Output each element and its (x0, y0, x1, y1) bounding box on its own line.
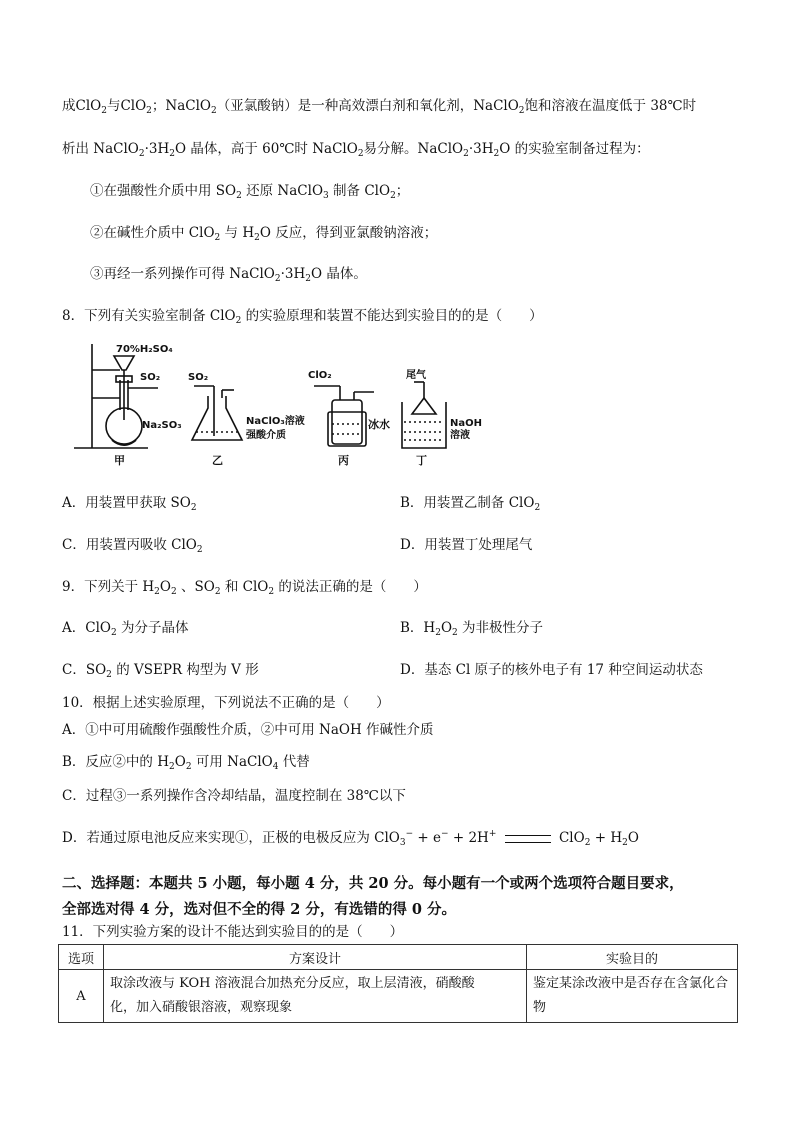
step-3: ③再经一系列操作可得 $NaClO_2\cdot 3H_2O$ 晶体。 (90, 266, 367, 284)
q9-stem: 9．下列关于 $H_2O_2$ 、$SO_2$ 和 ClO$_2$ 的说法正确的是（ ） (62, 579, 427, 597)
jia-reagent-label: 70%H₂SO₄ (116, 344, 173, 355)
yi-solution-label: NaClO₃溶液 (246, 416, 305, 427)
q9-option-c: C．$SO_2$ 的 VSEPR 构型为 V 形 (62, 662, 259, 680)
bing-bath-label: 冰水 (368, 418, 390, 431)
q8-option-d: D．用装置丁处理尾气 (400, 537, 533, 553)
apparatus-figure (62, 340, 502, 472)
q9-option-a: A．ClO$_2$ 为分子晶体 (62, 620, 189, 638)
bing-name: 丙 (338, 454, 349, 467)
apparatus-ding (402, 382, 446, 448)
table-row (59, 970, 738, 1023)
yi-name: 乙 (212, 454, 223, 467)
ding-solution-label: NaOH (450, 418, 482, 429)
q8-stem: 8．下列有关实验室制备 ClO$_2$ 的实验原理和装置不能达到实验目的的是（ ） (62, 308, 543, 326)
q11-table (58, 944, 738, 1023)
apparatus-bing (314, 386, 374, 446)
q10-option-d: D．若通过原电池反应来实现①，正极的电极反应为 ClO$_3$− + e− + 2H+ $ClO_2 + H_2O$ (62, 829, 639, 848)
q10-stem: 10．根据上述实验原理，下列说法不正确的是（ ） (62, 695, 390, 711)
apparatus-jia (74, 344, 161, 448)
ding-gas-label: 尾气 (406, 370, 426, 381)
intro-line-2: 析出 $NaClO_2\cdot 3H_2O$ 晶体，高于 60℃时 NaClO$_2$易分解。$NaClO_2\cdot 3H_2O$ 的实验室制备过程为： (62, 141, 650, 159)
apparatus-yi (192, 386, 242, 440)
header-purpose: 实验目的 (527, 945, 738, 970)
header-design: 方案设计 (104, 945, 527, 970)
reaction-equals-sign (505, 835, 551, 843)
row-design: 取涂改液与 KOH 溶液混合加热充分反应，取上层清液，硝酸酸 化，加入硝酸银溶液，观察现象 (104, 970, 527, 1023)
section-2-heading-2: 全部选对得 4 分，选对但不全的得 2 分，有选错的得 0 分。 (62, 901, 457, 918)
q9-option-b: B．$H_2O_2$ 为非极性分子 (400, 620, 544, 638)
q10-option-c: C．过程③一系列操作含冷却结晶，温度控制在 38℃以下 (62, 788, 406, 804)
yi-gas-label: SO₂ (188, 372, 209, 383)
q11-stem: 11．下列实验方案的设计不能达到实验目的的是（ ） (62, 924, 404, 940)
row-option: A (59, 970, 104, 1023)
jia-solid-label: Na₂SO₃ (142, 420, 182, 431)
q10-option-a: A．①中可用硫酸作强酸性介质，②中可用 NaOH 作碱性介质 (62, 722, 434, 738)
header-option: 选项 (59, 945, 104, 970)
q8-option-c: C．用装置丙吸收 ClO$_2$ (62, 537, 203, 555)
ding-name: 丁 (416, 454, 427, 467)
table-header-row (59, 945, 738, 970)
q10-option-b: B．反应②中的 $H_2O_2$ 可用 NaClO$_4$ 代替 (62, 754, 310, 772)
jia-name: 甲 (114, 454, 125, 467)
ding-solution-label-2: 溶液 (450, 430, 470, 441)
intro-line-1: 成ClO$_2$与ClO$_2$；NaClO$_2$（亚氯酸钠）是一种高效漂白剂和氧化剂，NaClO$_2$饱和溶液在温度低于 38℃时 (62, 98, 697, 116)
yi-medium-label: 强酸介质 (246, 430, 286, 441)
step-1: ①在强酸性介质中用 $SO_2$ 还原 NaClO$_3$ 制备 ClO$_2$； (90, 183, 410, 201)
jia-gas-label: SO₂ (140, 372, 161, 383)
q8-option-b: B．用装置乙制备 ClO$_2$ (400, 495, 541, 513)
q9-option-d: D．基态 Cl 原子的核外电子有 17 种空间运动状态 (400, 662, 703, 678)
step-2: ②在碱性介质中 ClO$_2$ 与 $H_2O$ 反应，得到亚氯酸钠溶液； (90, 225, 438, 243)
row-purpose: 鉴定某涂改液中是否存在含氯化合 物 (527, 970, 738, 1023)
bing-gas-label: ClO₂ (308, 370, 332, 381)
section-2-heading: 二、选择题：本题共 5 小题，每小题 4 分，共 20 分。每小题有一个或两个选项符合题目要求， (62, 875, 684, 892)
q8-option-a: A．用装置甲获取 $SO_2$ (62, 495, 197, 513)
